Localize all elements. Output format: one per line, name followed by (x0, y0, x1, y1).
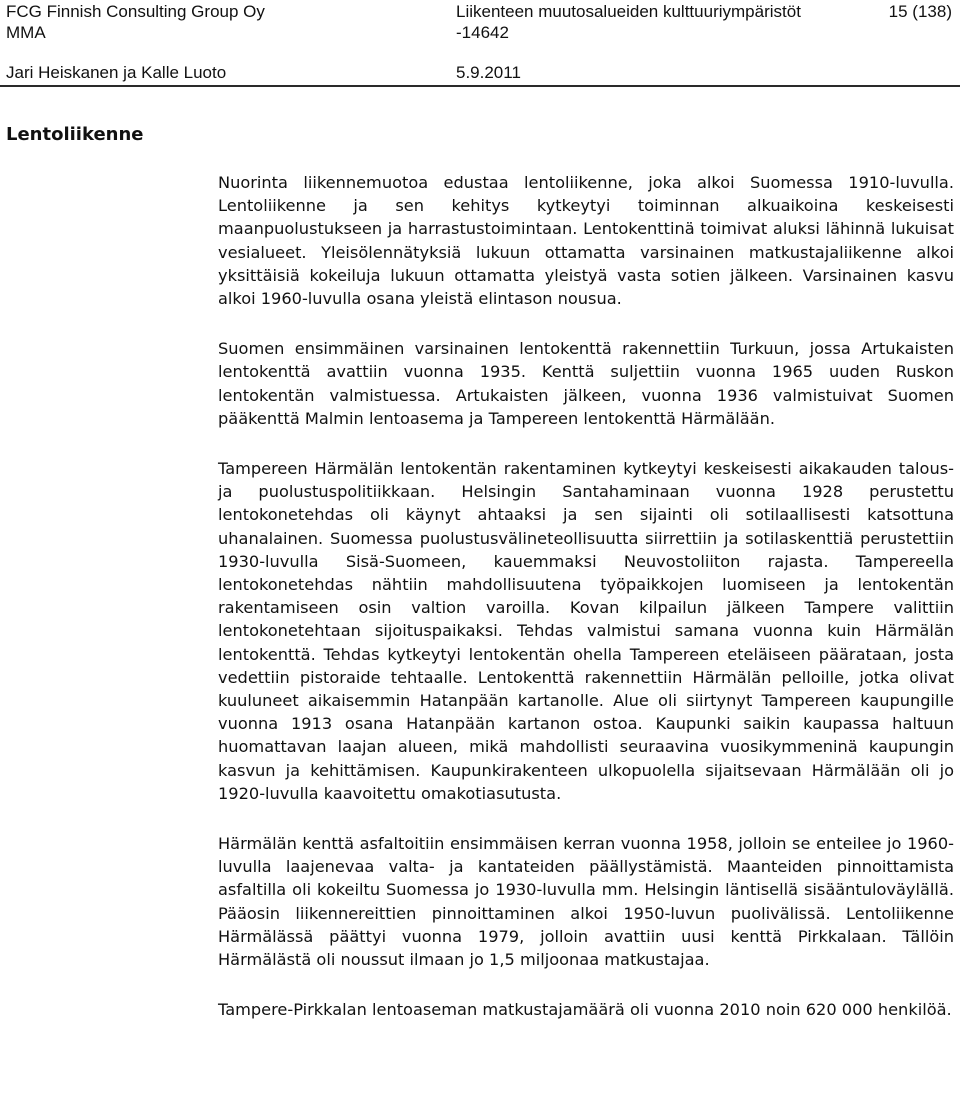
paragraph-2: Suomen ensimmäinen varsinainen lentokenttä rakennettiin Turkuun, jossa Artukaisten lentokenttä avattiin vuonna 1935. Kenttä suljettiin vuonna 1965 uuden Ruskon lentokentän valmistuessa. Artukaisten jälkeen, vuonna 1936 valmistuivat Suomen pääkenttä Malmin lentoasema ja Tampereen lentokenttä Härmälään. (218, 339, 954, 428)
paragraph-3: Tampereen Härmälän lentokentän rakentaminen kytkeytyi keskeisesti aikakauden talous- ja puolustuspolitiikkaan. Helsingin Santahaminaan vuonna 1928 perustettu lentokonetehdas oli käynyt ahtaaksi ja sen sijainti oli sotilaallisesti katsottuna uhanalainen. Suomessa puolustusvälineteollisuutta siirrettiin ja sotilaskenttiä perustettiin 1930-luvulla Sisä-Suomeen, kauemmaksi Neuvostoliiton rajasta. Tampereella lentokonetehdas nähtiin mahdollisuutena työpaikkojen luomiseen ja lentokentän rakentamiseen osin valtion varoilla. Kovan kilpailun jälkeen Tampere valittiin lentokonetehtaan sijoituspaikaksi. Tehdas valmistui samana vuonna kuin Härmälän lentokenttä. Tehdas kytkeytyi lentokentän ohella Tampereen eteläiseen päärataan, josta vedettiin pistoraide tehtaalle. Lentokenttä rakennettiin Härmälän pelloille, jotka olivat kuuluneet aikaisemmin Hatanpään kartanolle. Alue oli siirtynyt Tampereen kaupungille vuonna 1913 osana Hatanpään kartanon ostoa. Kaupunki saikin kaupassa haltuun huomattavan laajan alueen, mikä mahdollisti seuraavina vuosikymmeninä kaupungin kasvun ja kehittämisen. Kaupunkirakenteen ulkopuolella sijaitsevaan Härmälään oli jo 1920-luvulla kaavoitettu omakotiasutusta. (218, 459, 954, 803)
paragraph-5: Tampere-Pirkkalan lentoaseman matkustajamäärä oli vuonna 2010 noin 620 000 henkilöä. (218, 1000, 952, 1020)
paragraph-4: Härmälän kenttä asfaltoitiin ensimmäisen kerran vuonna 1958, jolloin se enteilee jo 1960-luvulla laajenevaa valta- ja kantateiden päällystämistä. Maanteiden pinnoittamista asfaltilla oli kokeiltu Suomessa jo 1930-luvulla mm. Helsingin läntisellä sisääntuloväylällä. Pääosin liikennereittien pinnoittaminen alkoi 1950-luvun puolivälissä. Lentoliikenne Härmälässä päättyi vuonna 1979, jolloin avattiin uusi kenttä Pirkkalaan. Tällöin Härmälästä oli noussut ilmaan jo 1,5 miljoonaa matkustajaa. (218, 834, 954, 970)
document-date: 5.9.2011 (456, 63, 521, 82)
page-number: 15 (138) (888, 2, 952, 21)
document-title-line-1: Liikenteen muutosalueiden kulttuuriympäristöt (456, 2, 801, 21)
header-divider (0, 85, 960, 87)
authors: Jari Heiskanen ja Kalle Luoto (6, 63, 227, 82)
page-header (0, 0, 960, 86)
department-name: MMA (6, 23, 46, 42)
paragraph-1: Nuorinta liikennemuotoa edustaa lentoliikenne, joka alkoi Suomessa 1910-luvulla. Lentoliikenne ja sen kehitys kytkeytyi toiminnan alkuaikoina keskeisesti maanpuolustukseen ja harrastustoimintaan. Lentokenttinä toimivat aluksi lähinnä lukuisat vesialueet. Yleisölennätyksiä lukuun ottamatta varsinainen matkustajaliikenne alkoi yksittäisiä kokeiluja lukuun ottamatta yleistyä vasta sotien jälkeen. Varsinainen kasvu alkoi 1960-luvulla osana yleistä elintason nousua. (218, 173, 954, 309)
section-title: Lentoliikenne (6, 124, 144, 145)
document-title-line-2: -14642 (456, 23, 509, 42)
organization-name: FCG Finnish Consulting Group Oy (6, 2, 265, 21)
body-text (218, 171, 954, 1022)
